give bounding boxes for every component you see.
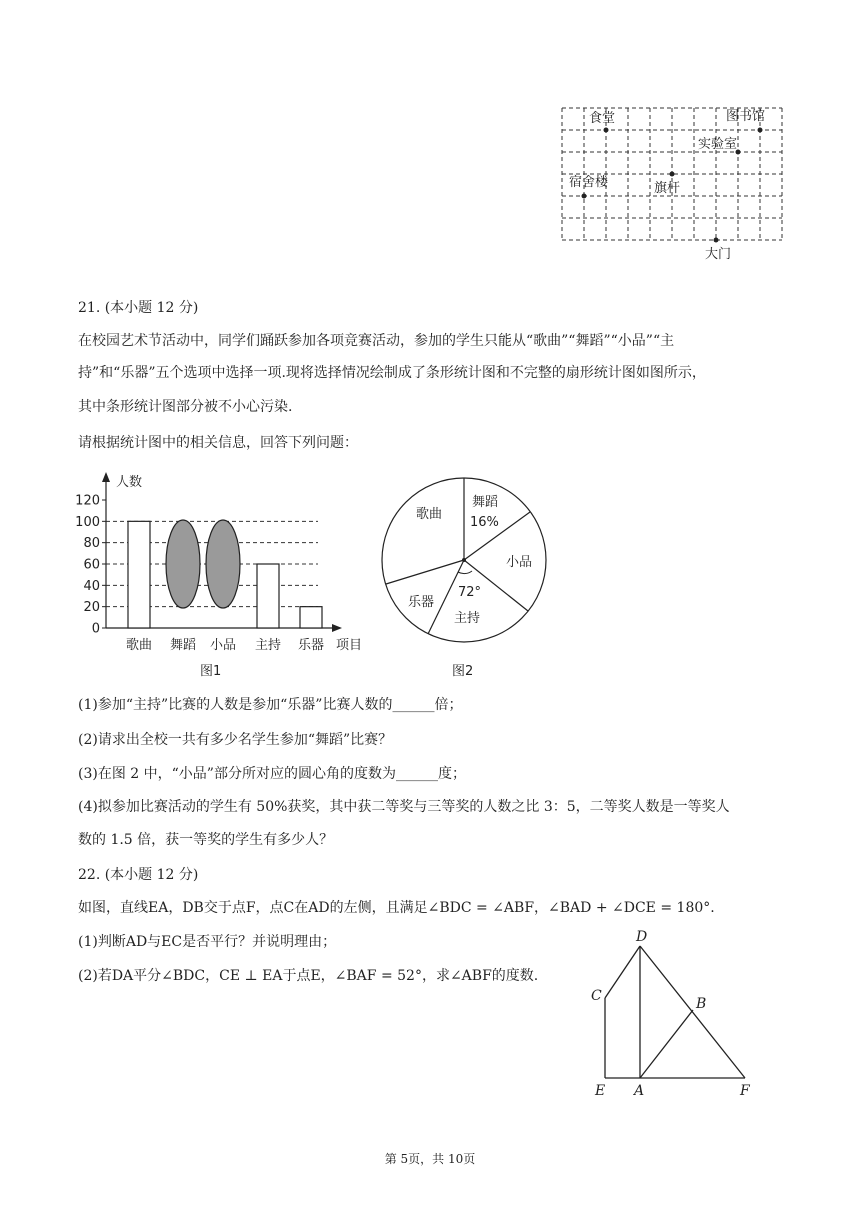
bar-chart-xlabel: 项目 [336,638,363,653]
point-label-C: C [591,988,602,1004]
q21-sub4-line1: (4)拟参加比赛活动的学生有 50%获奖，其中获二等奖与三等奖的人数之比 3：5，二等奖人数是一等奖人 [78,799,730,815]
x-category-label: 小品 [209,638,237,653]
point-label-E: E [595,1083,606,1099]
pie-label-host: 主持 [454,611,481,626]
q21-prompt: 请根据统计图中的相关信息，回答下列问题： [78,435,358,451]
q22-intro: 如图，直线EA，DB交于点F，点C在AD的左侧，且满足∠BDC = ∠ABF，∠BAD + ∠DCE = 180°. [78,900,715,916]
y-tick-label: 100 [75,514,100,530]
q21-header: 21. (本小题 12 分) [78,300,199,316]
pie-label-instruments: 乐器 [408,595,435,610]
q21-intro-line1: 在校园艺术节活动中，同学们踊跃参加各项竞赛活动，参加的学生只能从“歌曲”“舞蹈”“小品”“主 [78,333,675,349]
q22-header: 22. (本小题 12 分) [78,867,199,883]
segment-AB [640,1010,693,1078]
point-label-B: B [696,996,707,1012]
pie-chart-figure2 [378,468,558,683]
pie-value-host-angle: 72° [458,585,482,600]
point-label-F: F [740,1083,750,1099]
bar-chart-title: 图1 [200,664,222,679]
y-tick-label: 60 [83,557,100,573]
map-label-flagpole: 旗杆 [654,181,681,196]
map-label-library: 图书馆 [726,109,766,124]
x-category-label: 歌曲 [125,638,153,653]
x-axis-arrow [332,624,342,632]
map-label-gate: 大门 [705,247,732,262]
obscured-bar-1 [166,520,200,608]
dorm-point [582,194,587,199]
x-category-label: 舞蹈 [169,638,197,653]
x-category-label: 主持 [254,638,282,653]
pie-center [462,558,466,562]
q21-intro-line2: 持”和“乐器”五个选项中选择一项.现将选择情况绘制成了条形统计图和不完整的扇形统计图如图所示， [78,365,706,381]
pie-chart-title: 图2 [452,664,474,679]
point-label-D: D [636,929,648,945]
pie-value-dance: 16% [470,515,499,530]
map-label-lab: 实验室 [698,137,738,152]
bar-4 [300,607,322,628]
cafeteria-point [604,128,609,133]
map-label-cafeteria: 食堂 [589,111,616,126]
pie-label-dance: 舞蹈 [472,495,499,510]
pie-radius-5 [386,560,464,584]
q21-sub3: (3)在图 2 中，“小品”部分所对应的圆心角的度数为______度； [78,766,466,782]
q22-sub1: (1)判断AD与EC是否平行？并说明理由； [78,934,337,950]
geometry-figure [585,928,760,1100]
q22-sub2: (2)若DA平分∠BDC，CE ⊥ EA于点E，∠BAF = 52°，求∠ABF的度数. [78,968,539,984]
bar-3 [257,564,279,628]
q21-sub1: (1)参加“主持”比赛的人数是参加“乐器”比赛人数的______倍； [78,697,463,713]
q21-intro-line3: 其中条形统计图部分被不小心污染. [78,399,293,415]
x-category-label: 乐器 [297,638,325,653]
page-footer: 第 5页，共 10页 [384,1152,476,1166]
y-axis-arrow [102,472,110,482]
bar-chart-figure1 [75,468,378,683]
y-tick-label: 0 [91,621,100,637]
pie-label-skit: 小品 [506,555,533,570]
gate-point [714,238,719,243]
y-tick-label: 80 [83,536,100,552]
y-tick-label: 120 [75,493,100,509]
q21-sub4-line2: 数的 1.5 倍，获一等奖的学生有多少人？ [78,832,334,848]
bar-chart-xlabels [126,637,324,653]
y-tick-label: 40 [83,578,100,594]
bar-0 [128,521,150,628]
pie-angle-arc [458,571,472,574]
flagpole-point [670,172,675,177]
library-point [758,128,763,133]
bar-chart-bars [128,520,322,628]
y-tick-label: 20 [83,600,100,616]
pie-label-songs: 歌曲 [416,507,443,522]
map-label-dorm: 宿舍楼 [569,175,609,190]
obscured-bar-2 [206,520,240,608]
q21-sub2: (2)请求出全校一共有多少名学生参加“舞蹈”比赛？ [78,732,393,748]
bar-chart-ylabel: 人数 [116,475,143,490]
point-label-A: A [634,1083,645,1099]
bar-chart-yticks [75,494,106,637]
campus-map-figure [555,100,790,265]
segment-CD [605,946,640,998]
